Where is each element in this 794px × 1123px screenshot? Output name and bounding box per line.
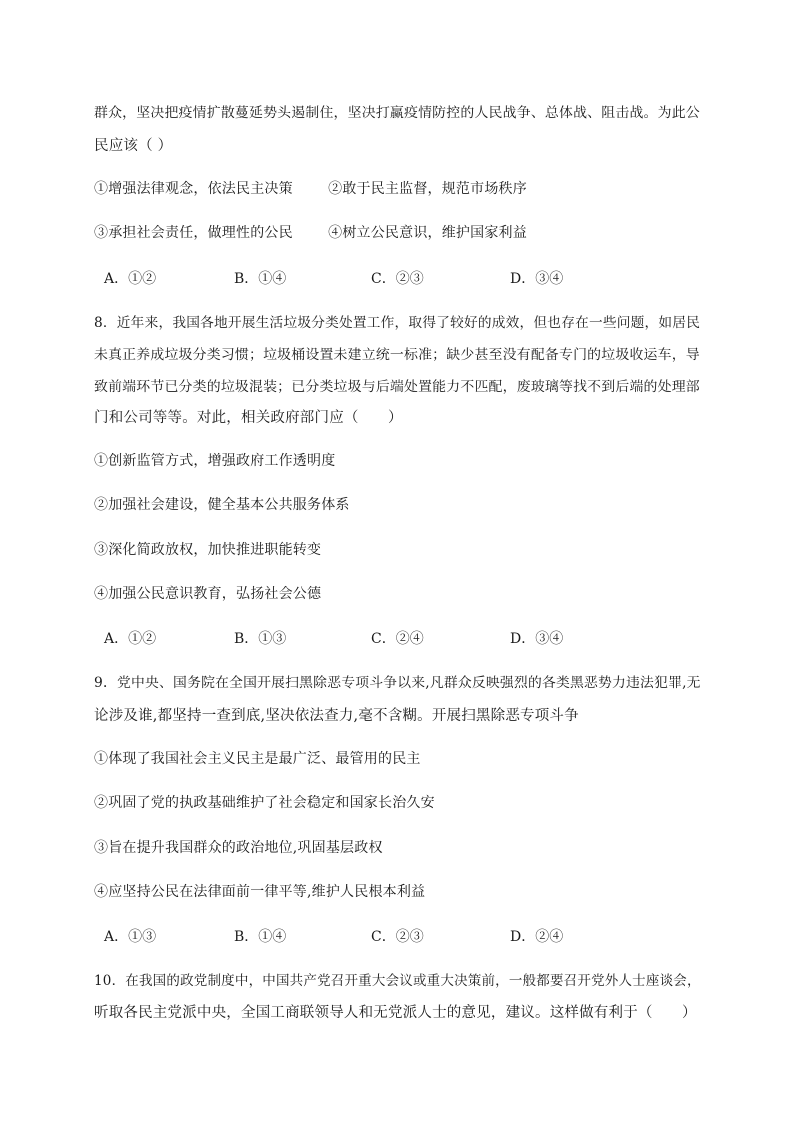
q7-statement-4: ④树立公民意识，维护国家利益 bbox=[328, 225, 527, 241]
q10-stem-line-1: 10．在我国的政党制度中，中国共产党召开重大会议或重大决策前，一般都要召开党外人士座谈会， bbox=[94, 973, 701, 989]
q7-option-c[interactable]: C．②③ bbox=[371, 271, 424, 287]
q8-statement-2: ②加强社会建设，健全基本公共服务体系 bbox=[94, 497, 350, 513]
q8-option-a[interactable]: A．①② bbox=[104, 631, 157, 647]
q9-statement-1: ①体现了我国社会主义民主是最广泛、最管用的民主 bbox=[94, 751, 421, 767]
q7-statement-3: ③承担社会责任，做理性的公民 bbox=[94, 225, 293, 241]
q8-statement-1: ①创新监管方式，增强政府工作透明度 bbox=[94, 453, 336, 469]
q9-statement-2: ②巩固了党的执政基础维护了社会稳定和国家长治久安 bbox=[94, 795, 435, 811]
q9-option-d[interactable]: D．②④ bbox=[510, 929, 564, 945]
q10-stem-line-2: 听取各民主党派中央，全国工商联领导人和无党派人士的意见，建议。这样做有利于（ ） bbox=[94, 1005, 697, 1021]
q8-option-c[interactable]: C．②④ bbox=[371, 631, 424, 647]
q8-stem-line-2: 未真正养成垃圾分类习惯；垃圾桶设置未建立统一标准；缺少甚至没有配备专门的垃圾收运车，导 bbox=[94, 347, 700, 363]
q9-stem-line-2: 论涉及谁,都坚持一查到底,坚决依法查力,毫不含糊。开展扫黑除恶专项斗争 bbox=[94, 708, 579, 724]
q8-stem-line-4: 门和公司等等。对此，相关政府部门应（ ） bbox=[94, 410, 403, 426]
q7-stem-line-2: 民应该（ ） bbox=[94, 138, 173, 154]
q9-option-a[interactable]: A．①③ bbox=[104, 929, 157, 945]
q8-option-b[interactable]: B．①③ bbox=[234, 631, 287, 647]
q7-option-d[interactable]: D．③④ bbox=[510, 271, 564, 287]
q7-statement-row-2 bbox=[94, 222, 527, 242]
q8-statement-4: ④加强公民意识教育，弘扬社会公德 bbox=[94, 586, 322, 602]
q8-statement-3: ③深化简政放权，加快推进职能转变 bbox=[94, 542, 322, 558]
q9-statement-3: ③旨在提升我国群众的政治地位,巩固基层政权 bbox=[94, 840, 383, 856]
q7-statement-2: ②敢于民主监督，规范市场秩序 bbox=[328, 181, 527, 197]
q7-statement-row-1 bbox=[94, 178, 527, 198]
q7-stem-line-1: 群众，坚决把疫情扩散蔓延势头遏制住，坚决打赢疫情防控的人民战争、总体战、阻击战。为此公 bbox=[94, 105, 700, 121]
q8-stem-line-3: 致前端环节已分类的垃圾混装；已分类垃圾与后端处置能力不匹配，废玻璃等找不到后端的处理部 bbox=[94, 379, 700, 395]
q9-stem-line-1: 9．党中央、国务院在全国开展扫黑除恶专项斗争以来,凡群众反映强烈的各类黑恶势力违法犯罪,无 bbox=[94, 675, 701, 691]
q7-option-a[interactable]: A．①② bbox=[104, 271, 157, 287]
q8-stem-line-1: 8．近年来，我国各地开展生活垃圾分类处置工作，取得了较好的成效，但也存在一些问题，如居民 bbox=[94, 315, 701, 331]
q8-option-d[interactable]: D．③④ bbox=[510, 631, 564, 647]
q7-statement-1: ①增强法律观念，依法民主决策 bbox=[94, 181, 293, 197]
q9-option-c[interactable]: C．②③ bbox=[371, 929, 424, 945]
q9-option-b[interactable]: B．①④ bbox=[234, 929, 287, 945]
q7-option-b[interactable]: B．①④ bbox=[234, 271, 287, 287]
q9-statement-4: ④应坚持公民在法律面前一律平等,维护人民根本利益 bbox=[94, 884, 426, 900]
